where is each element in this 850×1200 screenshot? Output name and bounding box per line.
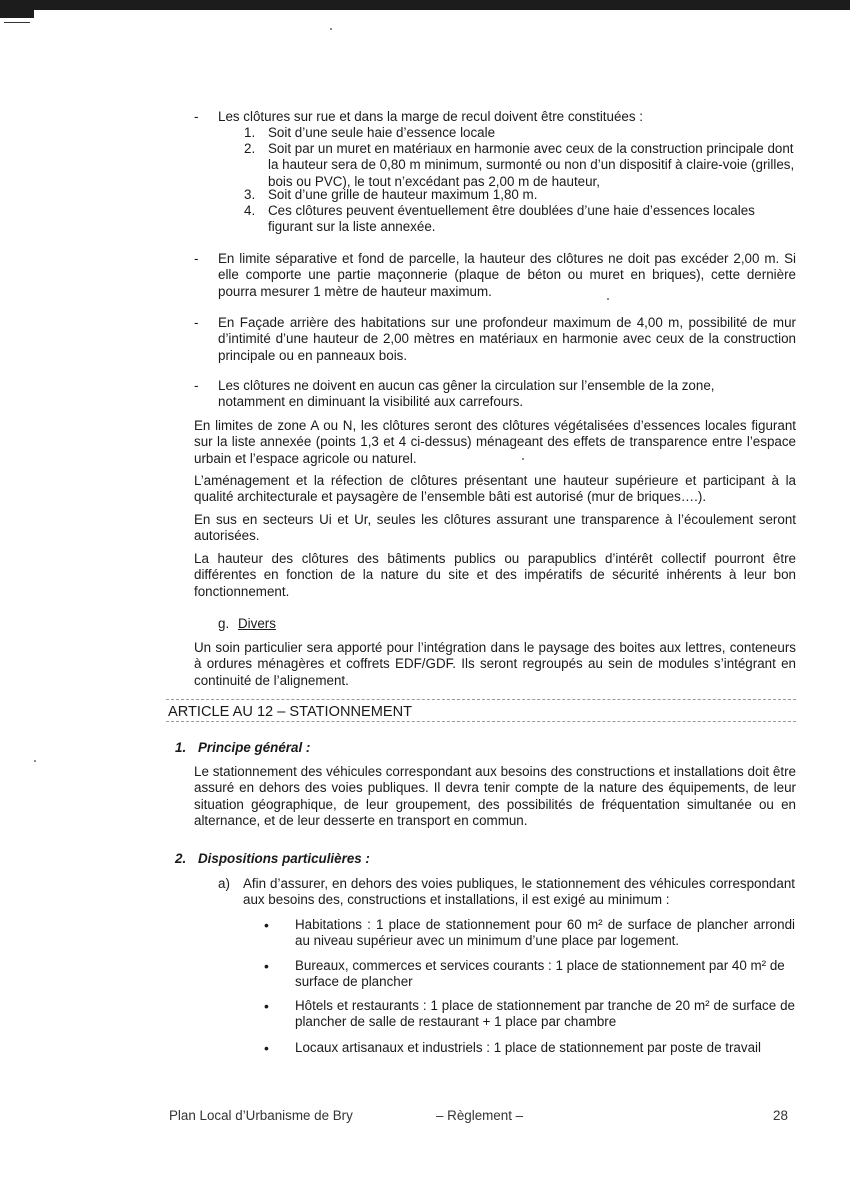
bullet-icon: • — [264, 1040, 269, 1056]
item-letter: a) — [218, 876, 230, 891]
subsection-title-principe: Principe général : — [198, 740, 311, 755]
scan-top-border — [0, 0, 850, 10]
paragraph-dispositions-a: Afin d’assurer, en dehors des voies publiques, le stationnement des véhicules correspondant aux besoins des, constructions et installations, il est exigé au minimum : — [243, 876, 795, 908]
list-dash: - — [194, 251, 199, 266]
scan-speck — [34, 760, 36, 762]
bullet-icon: • — [264, 998, 269, 1014]
subsection-number: 1. — [175, 740, 187, 755]
footer-document-title: Plan Local d’Urbanisme de Bry — [169, 1108, 353, 1123]
footer-section: – Règlement – — [436, 1108, 524, 1123]
dash-item: En Façade arrière des habitations sur une profondeur maximum de 4,00 m, possibilité de mur d’intimité d’une hauteur de 2,00 mètres en matériaux en harmonie avec ceux de la construction principale ou en panneaux bois. — [218, 315, 796, 363]
paragraph-principe: Le stationnement des véhicules correspondant aux besoins des constructions et installations doit être assuré en dehors des voies publiques. Il devra tenir compte de la nature des équipements, de leur situation géographique, de leur groupement, des possibilités de fréquentation simultanée ou en alternance, et de leur desserte en transport en commun. — [194, 764, 796, 829]
paragraph-divers: Un soin particulier sera apporté pour l’intégration dans le paysage des boites aux lettres, conteneurs à ordures ménagères et coffrets EDF/GDF. Ils seront regroupés au sein de modules s’intégrant en continuité de l’alignement. — [194, 640, 796, 688]
list-dash: - — [194, 109, 199, 124]
list-dash: - — [194, 378, 199, 393]
dash-item: Les clôtures ne doivent en aucun cas gêner la circulation sur l’ensemble de la zone, notamment en diminuant la visibilité aux carrefours. — [218, 378, 715, 410]
list-number: 1. — [244, 125, 256, 140]
list-item: Soit d’une seule haie d’essence locale — [268, 125, 496, 140]
subsection-number: 2. — [175, 851, 187, 866]
scan-speck — [330, 28, 332, 30]
bullet-item: Locaux artisanaux et industriels : 1 place de stationnement par poste de travail — [295, 1040, 761, 1055]
paragraph-batiments-publics: La hauteur des clôtures des bâtiments publics ou parapublics d’intérêt collectif pourront être différentes en fonction de la nature du site et des impératifs de sécurité inhérents à leur bon fonctionnement. — [194, 551, 796, 599]
divider-top — [166, 699, 796, 700]
list-number: 2. — [244, 141, 256, 156]
subsection-title-dispositions: Dispositions particulières : — [198, 851, 370, 866]
clotures-rue-intro: Les clôtures sur rue et dans la marge de recul doivent être constituées : — [218, 109, 644, 124]
paragraph-limites-zone: En limites de zone A ou N, les clôtures seront des clôtures végétalisées d’essences locales figurant sur la liste annexée (points 1,3 et 4 ci-dessus) ménageant des effets de transparence entre l’espace urbain et l’espace agricole ou naturel. — [194, 418, 796, 466]
scan-corner-mark — [0, 10, 34, 18]
paragraph-secteurs: En sus en secteurs Ui et Ur, seules les clôtures assurant une transparence à l’écoulement seront autorisées. — [194, 512, 796, 544]
section-title-divers: Divers — [238, 616, 276, 631]
bullet-item: Hôtels et restaurants : 1 place de stationnement par tranche de 20 m² de surface de plancher de salle de restaurant + 1 place par chambre — [295, 998, 795, 1030]
bullet-icon: • — [264, 958, 269, 974]
list-number: 3. — [244, 187, 256, 202]
list-number: 4. — [244, 203, 256, 218]
list-item: Soit d’une grille de hauteur maximum 1,80 m. — [268, 187, 538, 202]
section-letter: g. — [218, 616, 230, 631]
bullet-item: Bureaux, commerces et services courants : 1 place de stationnement par 40 m² de surface de plancher — [295, 958, 785, 990]
list-item: Ces clôtures peuvent éventuellement être doublées d’une haie d’essences locales figurant sur la liste annexée. — [268, 203, 755, 235]
page-number: 28 — [773, 1108, 788, 1123]
article-title: ARTICLE AU 12 – STATIONNEMENT — [168, 704, 413, 720]
dash-item: En limite séparative et fond de parcelle, la hauteur des clôtures ne doit pas excéder 2,00 m. Si elle comporte une partie maçonnerie (plaque de béton ou muret en briques), cette dernière pourra mesurer 1 mètre de hauteur maximum. — [218, 251, 796, 299]
list-item: Soit par un muret en matériaux en harmonie avec ceux de la construction principale dont la hauteur sera de 0,80 m minimum, surmonté ou non d’un dispositif à claire-voie (grilles, bois ou PVC), le tout n’excédant pas 2,00 m de hauteur, — [268, 141, 795, 189]
paragraph-amenagement: L’aménagement et la réfection de clôtures présentant une hauteur supérieure et participant à la qualité architecturale et paysagère de l’ensemble bâti est autorisé (mur de briques….). — [194, 473, 796, 505]
scan-corner-line — [4, 22, 30, 23]
bullet-icon: • — [264, 917, 269, 933]
list-dash: - — [194, 315, 199, 330]
divider-bottom — [166, 721, 796, 722]
bullet-item: Habitations : 1 place de stationnement pour 60 m² de surface de plancher arrondi au niveau supérieur avec un minimum d’une place par logement. — [295, 917, 795, 949]
